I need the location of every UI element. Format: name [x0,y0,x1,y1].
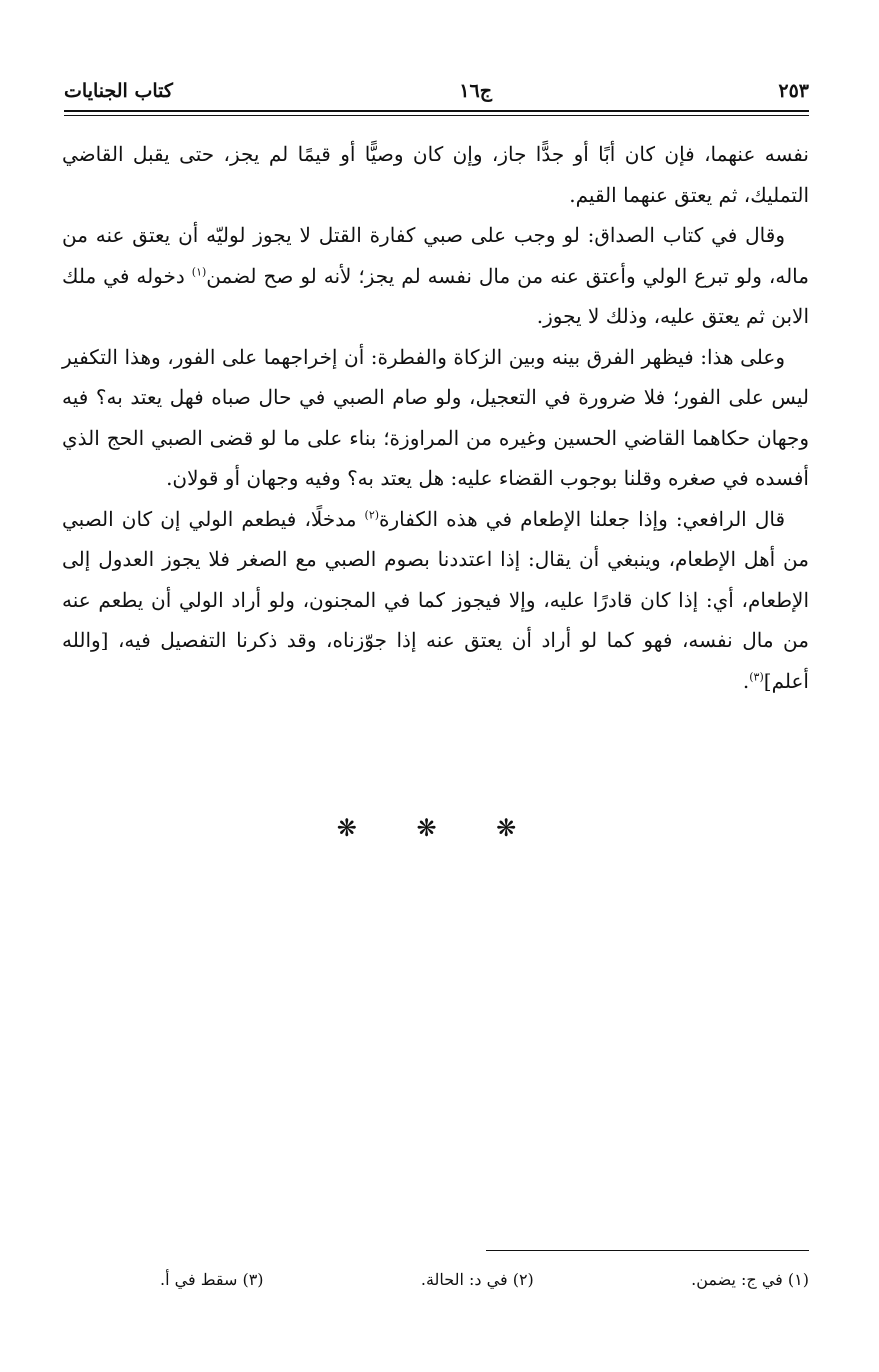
paragraph-text: وقال في كتاب الصداق: لو وجب على صبي كفارة القتل لا يجوز لوليّه أن يعتق عنه من ماله، ولو تبرع الولي وأعتق عنه من مال نفسه لم يجز؛ لأنه لو صح لضمن [62,223,809,288]
footnote-rule [486,1250,809,1251]
paragraph-text: نفسه عنهما، فإن كان أبًا أو جدًّا جاز، وإن كان وصيًّا أو قيمًا لم يجز، حتى يقبل القاضي التمليك، ثم يعتق عنهما القيم. [62,142,809,207]
footnote-marker: (٣) [749,669,764,683]
footnote-marker: (١) [191,264,207,278]
footnote: (١) في ج: يضمن. [691,1269,809,1289]
header-rule-thin [64,115,809,116]
paragraph-text: قال الرافعي: وإذا جعلنا الإطعام في هذه الكفارة [379,506,786,531]
main-text [62,134,809,701]
page-number: ٢٥٣ [778,80,809,102]
section-separator: ❋ ❋ ❋ [336,814,543,842]
volume-label: ج١٦ [459,80,492,102]
footnote: (٣) سقط في أ. [160,1269,264,1289]
page-header [64,74,809,108]
footnote: (٢) في د: الحالة. [420,1269,534,1289]
book-title: كتاب الجنايات [64,80,173,102]
paragraph-text: مدخلًا، فيطعم الولي إن كان الصبي من أهل الإطعام، وينبغي أن يقال: إذا اعتددنا بصوم الصبي مع الصغر فلا يجوز العدول إلى الإطعام، أي: إذا كان قادرًا عليه، وإلا فيجوز كما في المجنون، ولو أراد الولي أن يطعم عنه من مال نفسه، فهو كما لو أراد أن يعتق عنه إذا جوّزناه، وقد ذكرنا التفصيل فيه، [والله أعلم] [62,506,809,693]
header-rule-thick [64,110,809,112]
paragraph [62,215,809,337]
paragraph [62,134,809,215]
paragraph-text: دخوله في ملك الابن ثم يعتق عليه، وذلك لا يجوز. [62,263,809,328]
paragraph-text: وعلى هذا: فيظهر الفرق بينه وبين الزكاة والفطرة: أن إخراجهما على الفور، وهذا التكفير ليس على الفور؛ فلا ضرورة في التعجيل، ولو صام الصبي في حال صباه فهل يعتد به؟ فيه وجهان حكاهما القاضي الحسين وغيره من المراوزة؛ بناء على ما لو قضى الصبي الحج الذي أفسده في صغره وقلنا بوجوب القضاء عليه: هل يعتد به؟ وفيه وجهان أو قولان. [62,344,809,490]
paragraph [62,337,809,499]
paragraph [62,499,809,702]
footnotes [160,1264,809,1294]
paragraph-text: . [742,668,750,693]
footnote-marker: (٢) [364,507,380,521]
